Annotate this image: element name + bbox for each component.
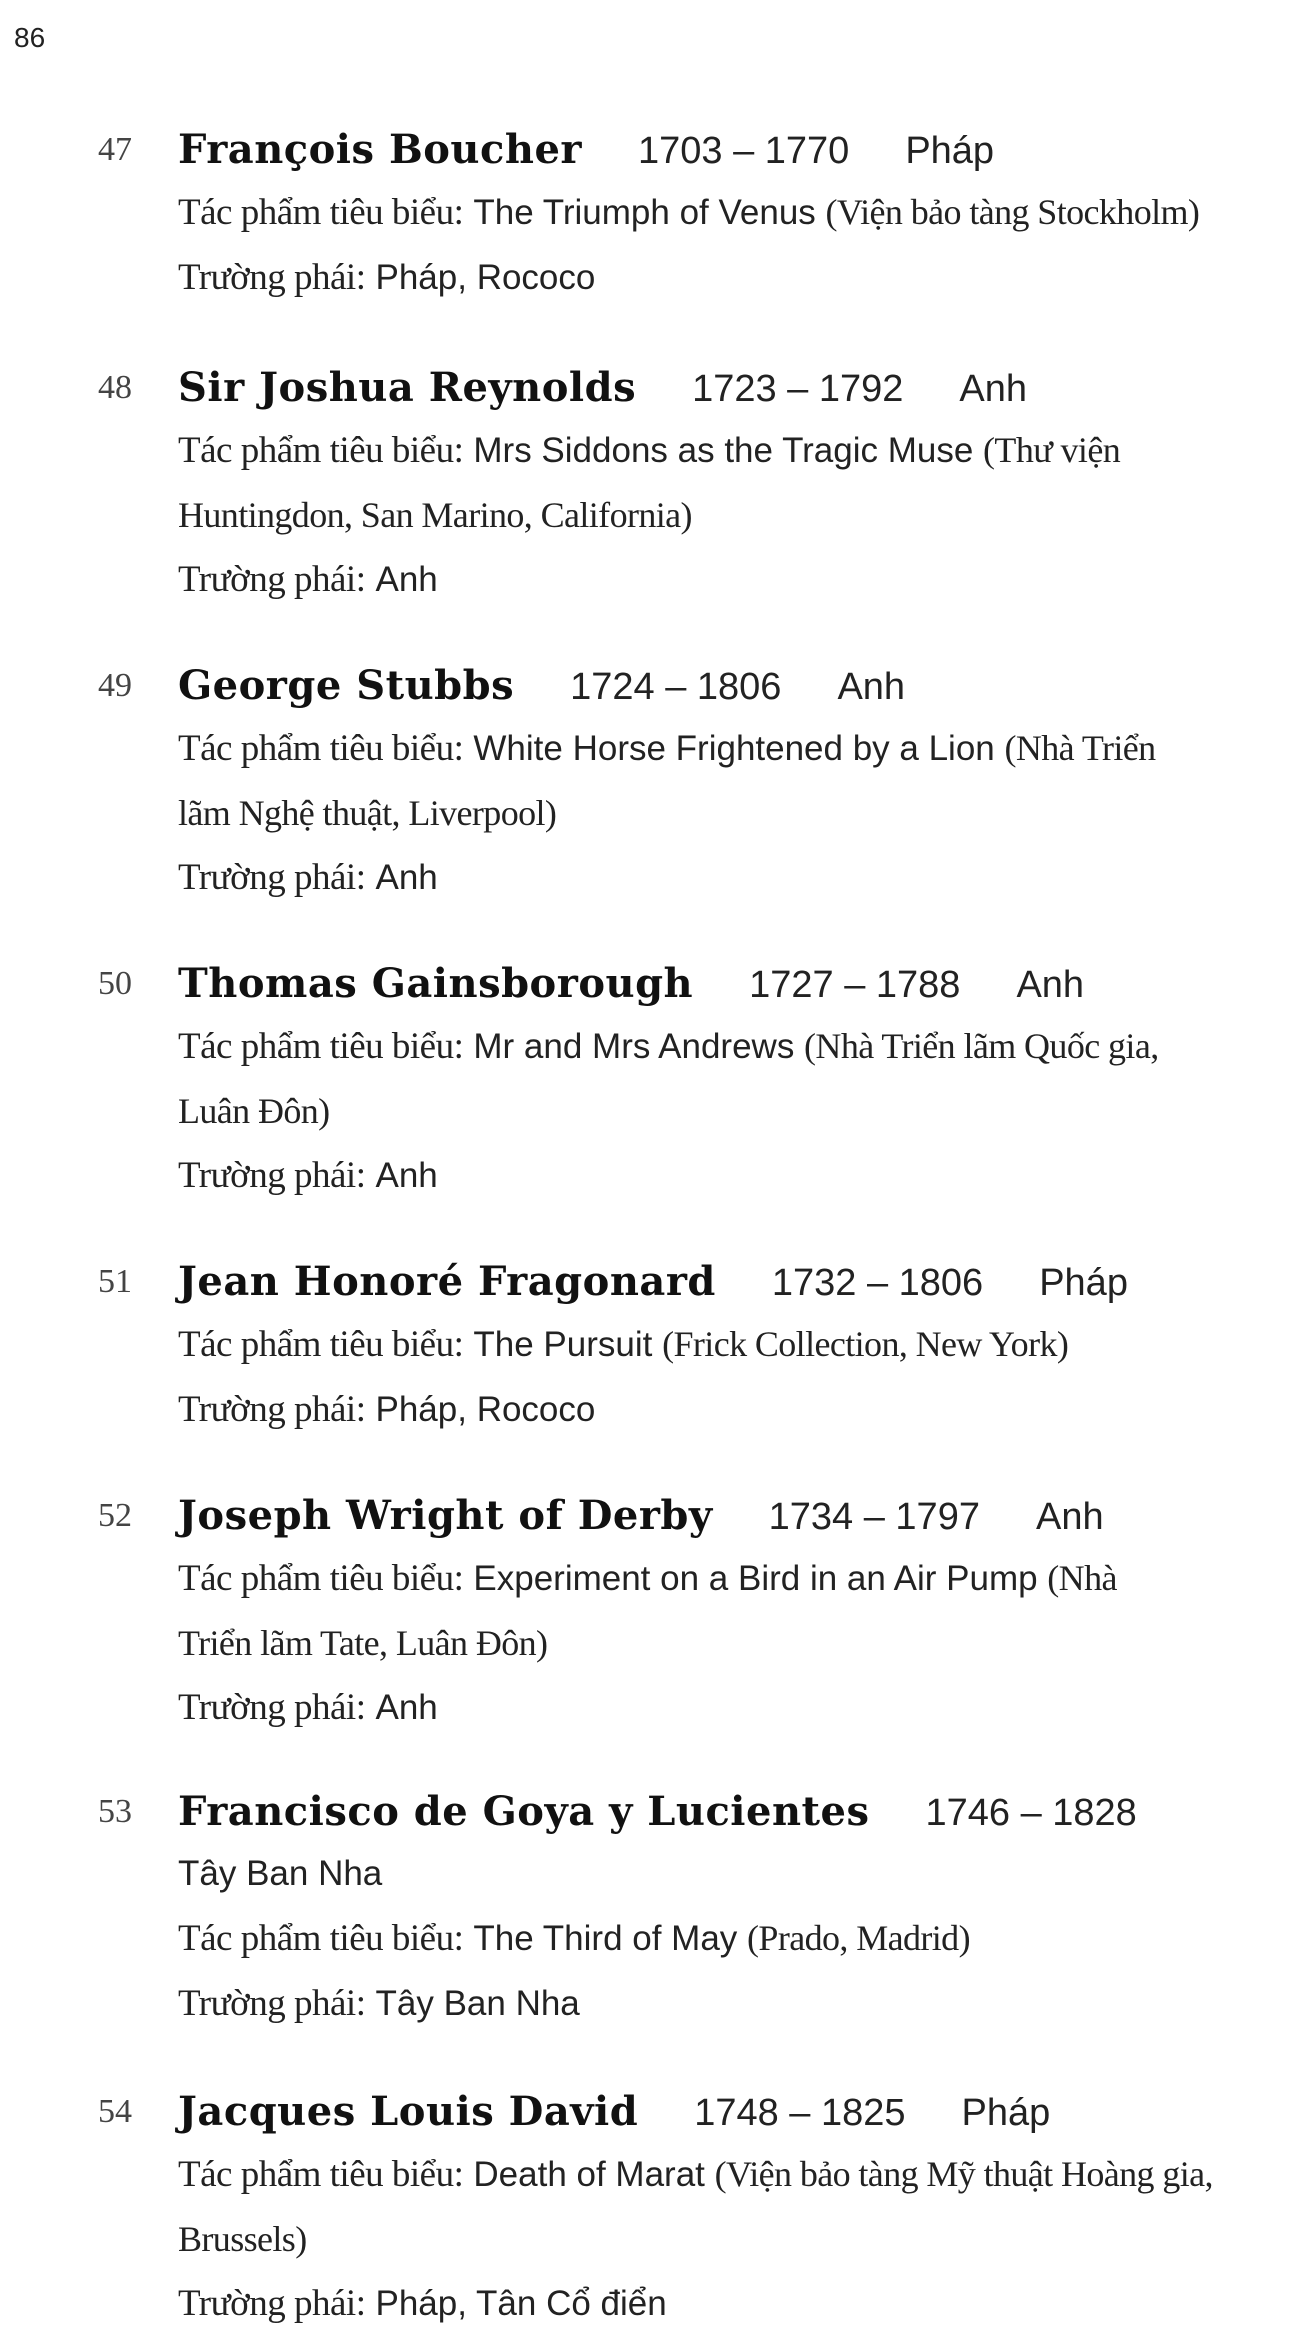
work-title: The Pursuit [473,1325,663,1364]
school-label: Trường phái: [178,2283,366,2324]
artist-years: 1734 – 1797 [768,1496,980,1538]
work-title: Mr and Mrs Andrews [473,1027,805,1066]
artist-name: Thomas Gainsborough [178,960,694,1007]
work-location: (Viện bảo tàng Stockholm) [825,192,1200,232]
work-location: Huntingdon, San Marino, California) [178,495,692,535]
school-label: Trường phái: [178,1687,366,1728]
entry-heading [178,656,905,725]
entry-heading [178,954,1084,1023]
entry-details [178,716,1288,910]
representative-work-line [178,2207,1288,2271]
artist-years: 1723 – 1792 [692,368,904,410]
school-label: Trường phái: [178,1155,366,1196]
work-title: The Triumph of Venus [473,193,826,232]
school-label: Trường phái: [178,257,366,298]
artist-years: 1746 – 1828 [925,1792,1137,1834]
work-title: Mrs Siddons as the Tragic Muse [473,431,984,470]
work-label: Tác phẩm tiêu biểu: [178,430,464,471]
school-label: Trường phái: [178,559,366,600]
artist-name: George Stubbs [178,662,515,709]
entry-details [178,180,1288,310]
school-line [178,245,1288,310]
entry-number: 53 [98,1793,132,1830]
work-title: Death of Marat [473,2155,715,2194]
representative-work-line [178,418,1288,483]
work-title: White Horse Frightened by a Lion [473,729,1005,768]
work-location: (Nhà Triển [1004,728,1156,768]
artist-country: Pháp [905,130,995,172]
entry-number: 51 [98,1263,132,1300]
work-location: Triển lãm Tate, Luân Đôn) [178,1623,548,1663]
work-location: (Viện bảo tàng Mỹ thuật Hoàng gia, [714,2154,1213,2194]
work-location: (Nhà Triển lãm Quốc gia, [804,1026,1159,1066]
work-label: Tác phẩm tiêu biểu: [178,1324,464,1365]
work-location: Luân Đôn) [178,1091,330,1131]
representative-work-line [178,1906,1288,1971]
entry-details [178,1546,1288,1740]
representative-work-line [178,1611,1288,1675]
artist-name: Joseph Wright of Derby [178,1492,713,1539]
school-line [178,1971,1288,2036]
work-title: The Third of May [473,1919,748,1958]
artist-name: Francisco de Goya y Lucientes [178,1788,870,1835]
entry-details [178,1842,1288,2036]
artist-country: Anh [1016,964,1085,1006]
work-location: lãm Nghệ thuật, Liverpool) [178,793,557,833]
artist-country: Anh [837,666,906,708]
entry-details [178,418,1288,612]
entry-number: 49 [98,667,132,704]
artist-country: Tây Ban Nha [178,1854,383,1893]
entry-number: 47 [98,131,132,168]
work-label: Tác phẩm tiêu biểu: [178,1918,464,1959]
artist-country: Pháp [1039,1262,1128,1304]
school-value: Anh [375,560,438,599]
work-location: (Thư viện [983,430,1121,470]
representative-work-line [178,483,1288,547]
school-value: Anh [375,858,438,897]
entry-details [178,2142,1288,2336]
work-title: Experiment on a Bird in an Air Pump [473,1559,1048,1598]
entry-heading [178,1252,1128,1321]
school-value: Pháp, Rococo [375,258,596,297]
work-label: Tác phẩm tiêu biểu: [178,2154,464,2195]
entry-heading [178,2082,1050,2151]
entry-heading [178,120,994,189]
artist-name: Jacques Louis David [178,2088,639,2135]
entry-details [178,1014,1288,1208]
representative-work-line [178,2142,1288,2207]
school-line [178,1377,1288,1442]
school-line [178,1675,1288,1740]
artist-years: 1748 – 1825 [694,2092,906,2134]
artist-name: Sir Joshua Reynolds [178,364,637,411]
school-line [178,1143,1288,1208]
work-label: Tác phẩm tiêu biểu: [178,192,464,233]
artist-country: Anh [1035,1496,1104,1538]
school-label: Trường phái: [178,1389,366,1430]
artist-name: Jean Honoré Fragonard [178,1258,716,1305]
entry-number: 50 [98,965,132,1002]
work-label: Tác phẩm tiêu biểu: [178,728,464,769]
work-location: Brussels) [178,2219,307,2259]
page-number: 86 [14,22,46,53]
artist-country: Anh [959,368,1028,410]
school-label: Trường phái: [178,857,366,898]
representative-work-line [178,180,1288,245]
artist-name: François Boucher [178,126,582,173]
representative-work-line [178,1014,1288,1079]
school-value: Anh [375,1156,438,1195]
entry-heading [178,358,1027,427]
artist-years: 1732 – 1806 [771,1262,984,1304]
work-label: Tác phẩm tiêu biểu: [178,1026,464,1067]
school-label: Trường phái: [178,1983,366,2024]
representative-work-line [178,781,1288,845]
school-line [178,547,1288,612]
work-location: (Prado, Madrid) [747,1918,970,1958]
work-label: Tác phẩm tiêu biểu: [178,1558,464,1599]
school-line [178,845,1288,910]
entry-number: 54 [98,2093,132,2130]
school-value: Tây Ban Nha [375,1984,580,2023]
representative-work-line [178,1079,1288,1143]
artist-years: 1724 – 1806 [570,666,782,708]
entry-heading [178,1782,1137,1851]
representative-work-line [178,1312,1288,1377]
entry-heading [178,1486,1104,1555]
entry-number: 52 [98,1497,132,1534]
school-line [178,2271,1288,2336]
work-location: (Frick Collection, New York) [662,1324,1069,1364]
artist-years: 1727 – 1788 [749,964,961,1006]
entry-details [178,1312,1288,1442]
artist-country: Pháp [961,2092,1051,2134]
school-value: Anh [375,1688,438,1727]
school-value: Pháp, Tân Cổ điển [375,2284,667,2323]
representative-work-line [178,716,1288,781]
representative-work-line [178,1546,1288,1611]
entry-number: 48 [98,369,132,406]
artist-years: 1703 – 1770 [637,130,850,172]
school-value: Pháp, Rococo [375,1390,596,1429]
work-location: (Nhà [1047,1558,1117,1598]
